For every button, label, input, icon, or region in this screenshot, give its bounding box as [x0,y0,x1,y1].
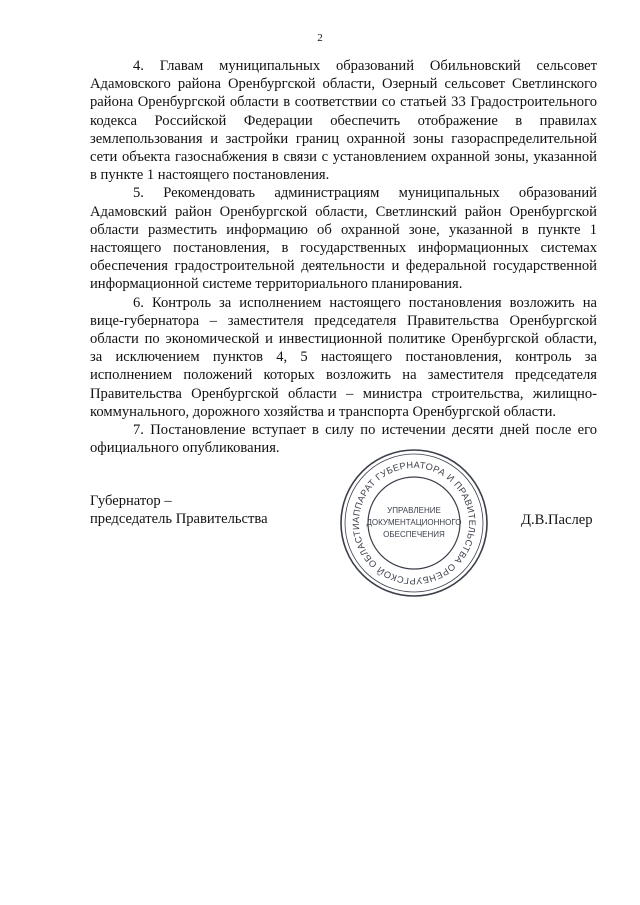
stamp-center-line3: ОБЕСПЕЧЕНИЯ [383,530,445,539]
document-body [90,57,597,457]
paragraph-6: 6. Контроль за исполнением настоящего постановления возложить на вице-губернатора – заместителя председателя Правительства Оренбургской области по экономической и инвестиционной политике Оренбургской области, за исключением пунктов 4, 5 настоящего постановления, контроль за исполнением положений которых возложить на заместителя председателя Правительства Оренбургской области – министра строительства, жилищно-коммунального, дорожного хозяйства и транспорта Оренбургской области. [90,294,597,420]
signatory-position-line1: Губернатор – [90,493,172,509]
signatory-position [90,492,268,528]
paragraph-7: 7. Постановление вступает в силу по истечении десяти дней после его официального опубликования. [90,422,597,457]
official-stamp [338,447,490,599]
paragraph-5: 5. Рекомендовать администрациям муниципальных образований Адамовский район Оренбургской области, Светлинский район Оренбургской области разместить информацию об охранной зоне, указанной в пункте 1 настоящего постановления, в государственных информационных системах обеспечения градостроительной деятельности и федеральной государственной информационной системе территориального планирования. [90,185,597,293]
signatory-name: Д.В.Паслер [521,512,593,528]
paragraph-4: 4. Главам муниципальных образований Обильновский сельсовет Адамовского района Оренбургской области, Озерный сельсовет Светлинского района Оренбургской области в соответствии со статьей 33 Градостроительного кодекса Российской Федерации обеспечить отображение в правилах землепользования и застройки границ охранной зоны газораспределительной сети объекта газоснабжения в связи с установлением охранной зоны, указанной в пункте 1 настоящего постановления. [90,58,597,184]
signatory-position-line2: председатель Правительства [90,511,268,528]
stamp-seal-graphic [338,447,490,599]
stamp-center-line2: ДОКУМЕНТАЦИОННОГО [366,518,462,527]
page-number: 2 [317,32,323,44]
stamp-ring-text: АППАРАТ ГУБЕРНАТОРА И ПРАВИТЕЛЬСТВА ОРЕНБУРГСКОЙ ОБЛАСТИ [350,459,478,587]
stamp-center-line1: УПРАВЛЕНИЕ [387,506,441,515]
